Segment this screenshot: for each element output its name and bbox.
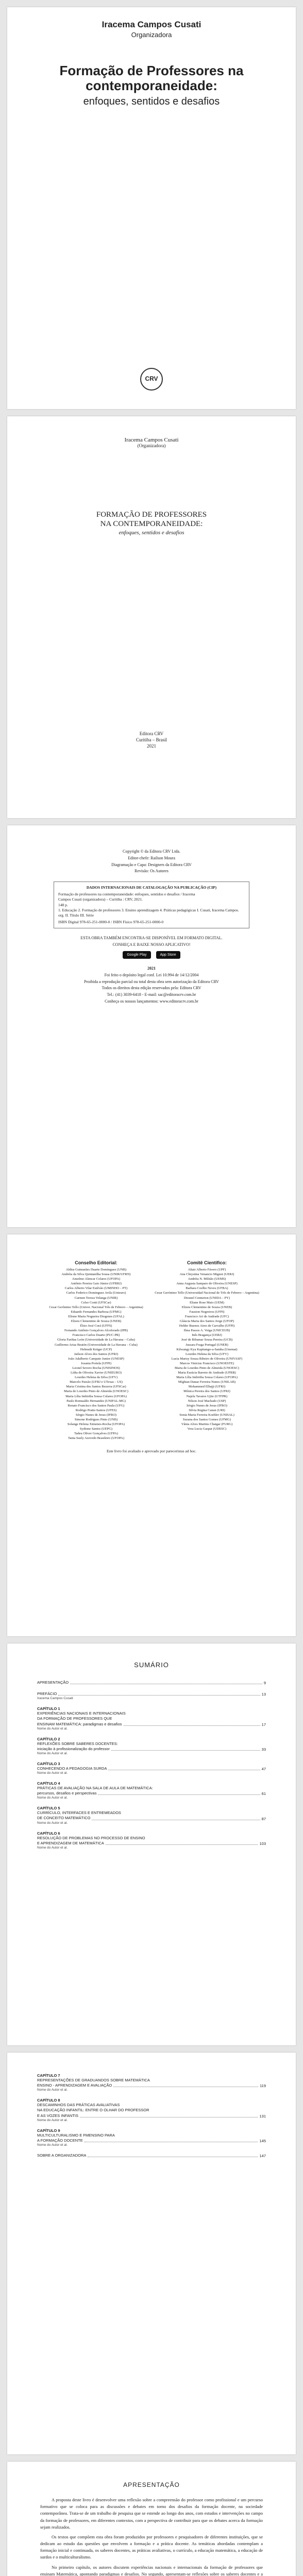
toc-line: E APRENDIZAGEM DE MATEMÁTICA [37,1840,104,1845]
rights-line: Tel.: (41) 3039-6418 - E-mail: sac@editoracrv.com.br [107,992,196,997]
catalog-title: DADOS INTERNACIONAIS DE CATALOGAÇÃO NA PUBLICAÇÃO (CIP) [86,885,217,890]
toc-line: ENSINAM MATEMÁTICA: paradigmas e desafios [37,1721,122,1726]
rights-line: Proibida a reprodução parcial ou total desta obra sem autorização da Editora CRV [84,979,219,984]
toc-line: DESCAMINHOS DAS PRÁTICAS AVALIATIVAS [37,2103,120,2108]
council-member: Míghian Danae Ferreira Nunes (UNILAB) [178,1380,236,1384]
rights-block [7,966,296,1005]
council-member: Elizeu Clementino de Souza (UNEB) [71,1319,122,1324]
app-block [7,936,296,959]
toc-page: 61 [261,1791,266,1797]
table-of-contents-2 [7,2053,296,2158]
toc-entry [37,1806,266,1824]
council-member: Elione Maria Nogueira Diogenes (UFAL) [68,1314,124,1318]
toc-line: percursos, desafios e perspectivas [37,1791,97,1796]
toc-entry [37,1737,266,1755]
council-member: Cesar Gerónimo Tello (Universidad Nacional de Três de Febrero – Argentina) [155,1291,259,1295]
council-member: Helder Buenos Aires de Carvalho (UFPI) [179,1324,235,1328]
toc-row [37,1691,266,1697]
table-of-contents [7,1680,296,1850]
council-page [7,1234,296,1636]
toc-row [37,1791,266,1796]
cover-title: Formação de Professores na contemporaneidade: [59,63,244,93]
review-footnote: Este livro foi avaliado e aprovado por pareceristas ad hoc. [106,1449,197,1454]
council-member: Anna Augusta Sampaio de Oliveira (UNESP) [176,1282,238,1286]
half-title-subtitle: enfoques, sentidos e desafios [119,530,184,536]
toc-chapter: CAPÍTULO 8 [37,2098,60,2103]
council-member: Andréia da Silva Quintanilha Sousa (UNIR/UFRN) [61,1273,131,1277]
toc-line: A FORMAÇÃO DOCENTE [37,2138,83,2143]
editorial-council-title: Conselho Editorial: [75,1260,117,1265]
council-member: Sydione Santos (UEPG) [79,1427,113,1431]
council-member: Francisco Ari de Andrade (UFC) [184,1314,229,1318]
toc-page: 47 [261,1767,266,1771]
toc-authors: Nome do Autor et al. [37,1751,68,1755]
toc-line: SOBRE A ORGANIZADORA [37,2153,87,2158]
presentation-body [7,2497,296,2576]
toc-row [37,2113,266,2119]
toc-row [37,1816,266,1821]
rights-line: Todos os direitos desta edição reservados pela: Editora CRV [102,986,201,991]
half-title-title [7,510,296,529]
council-member: Élsio José Corá (UFFS) [80,1324,112,1328]
council-member: Marcelo Paixão (UFRJ e UTexas – US) [70,1380,123,1384]
council-member: Fauston Negreiros (UFPI) [189,1310,225,1314]
presentation-title: APRESENTAÇÃO [123,2481,180,2488]
council-member: Helmuth Krüger (UCP) [80,1347,112,1351]
council-member: Carlos Federico Dominguez Avila (Unieuro) [66,1291,126,1295]
catalog-box [54,882,249,928]
council-member: Silvia Regina Canan (URI) [189,1408,225,1412]
toc-authors: Nome do Autor et al. [37,1821,68,1825]
council-member: João Adalberto Campato Junior (UNESP) [68,1357,124,1361]
toc-page: 9 [263,1681,266,1686]
council-member: Rodrigo Pratte-Santos (UFES) [75,1408,117,1412]
toc-leader [111,1750,260,1751]
toc-entry [37,2098,266,2122]
toc-chapter: CAPÍTULO 1 [37,1706,60,1711]
toc-entry [37,2073,266,2092]
toc-page: 87 [261,1816,266,1821]
toc-page: 131 [259,2113,266,2119]
paragraph: Os textos que compõem esta obra foram produzidos por professores e pesquisadores de diferentes instituições, que se dedicam ao estudo das questões que envolvem a formação e a prática docente. As temáticas abordadas contemplam a formação inicial e continuada, os saberes docentes, as práticas avaliativas, o currículo, a educação matemática, a educação de surdos e o multiculturalismo. [40,2534,263,2560]
toc-entry [37,2153,266,2158]
council-member: Carlos Alberto Vilar Estêvão (UMINHO – PT) [64,1286,128,1291]
toc-authors: Nome do Autor et al. [37,1845,68,1850]
council-member: Renato Francisco dos Santos Paula (UFG) [68,1403,125,1408]
year: 2021 [147,966,156,971]
cover-page [7,7,296,409]
toc-page: 147 [259,2154,266,2158]
publisher-logo-icon [140,368,163,391]
rights-line: Foi feito o depósito legal conf. Lei 10.994 de 14/12/2004 [104,972,199,977]
council-member: Simone Rodrigues Pinto (UNB) [74,1418,118,1421]
council-member: Lídia de Oliveira Xavier (UNIEURO) [71,1371,122,1375]
google-play-badge[interactable]: Google Play [123,951,150,959]
council-member: Jussara Fraga Portugal (UNEB) [186,1343,228,1347]
toc-page: 145 [259,2138,266,2143]
publisher-logo-text: CRV [145,375,158,382]
toc-line: ENSINO - APRENDIZAGEM E AVALIAÇÃO [37,2083,112,2088]
toc-line: DE CONCEITO MATEMÁTICO [37,1816,91,1821]
council-member: Sonia Maria Ferreira Koehler (UNISAL) [179,1413,234,1417]
toc-page: 119 [260,2083,266,2089]
council-member: Ilma Passos A. Veiga (UNICEUB) [183,1329,230,1333]
cover-subtitle: enfoques, sentidos e desafios [83,96,220,108]
council-columns [7,1242,296,1440]
council-member: Fernando Antônio Gonçalves Alcoforado (IPB) [64,1329,128,1333]
council-member: Carmen Tereza Velanga (UNIR) [74,1296,118,1300]
half-title-author: Iracema Campos Cusati [124,437,179,443]
summary-page-2 [7,2053,296,2454]
council-member: Tania Suely Azevedo Brasileiro (UFOPA) [68,1436,125,1440]
council-member: Marcos Vinicius Francisco (UNOESTE) [179,1361,234,1365]
presentation-page [7,2462,296,2576]
council-member: Gloria Fariñas León (Universidade de La Havana – Cuba) [57,1338,135,1342]
council-member: Kilwangy Kya Kapitango-a-Samba (Unemat) [176,1347,238,1351]
council-member: Vera Lucia Gaspar (UDESC) [187,1427,227,1431]
council-member: Lourdes Helena da Silva (UFV) [74,1376,118,1380]
council-member: Maria Lília Imbiriba Sousa Colares (UFOPA) [65,1394,127,1398]
council-member: Maria Eurácia Barreto de Andrade (UFRB) [178,1371,236,1375]
toc-entry [37,1706,266,1730]
toc-line: RESOLUÇÃO DE PROBLEMAS NO PROCESSO DE ENSINO [37,1835,145,1840]
toc-row [37,1747,266,1752]
editorial-council [43,1260,149,1440]
half-title-page [7,416,296,818]
toc-authors: Iracema Campos Cusati [37,1697,73,1701]
toc-chapter: CAPÍTULO 9 [37,2128,60,2133]
council-member: Vânia Alves Martins Chaigar (FURG) [181,1422,233,1427]
council-member: Cesar Gerônimo Tello (Univer. Nacional Três de Febrero – Argentina) [49,1305,143,1309]
toc-authors: Nome do Autor et al. [37,2118,68,2122]
copyright-line: Diagramação e Capa: Designers da Editora CRV [111,862,192,867]
toc-row [37,2083,266,2088]
council-member: Najela Tavares Ujiie (UTFPR) [186,1394,228,1398]
toc-line: REPRESENTAÇÕES DE GRADUANDOS SOBRE MATEMÁTICA [37,2078,150,2082]
toc-line: NA EDUCAÇÃO INFANTIL: ENTRE O OLHAR DO PROFESSOR [37,2108,149,2113]
copyright-block [7,825,296,874]
council-member: Lucia Marisy Souza Ribeiro de Oliveira (UNIVASF) [171,1357,243,1361]
council-member: Josania Portela (UFPI) [80,1361,112,1365]
council-member: Suzana dos Santos Gomes (UFMG) [182,1418,231,1421]
app-line: ESTA OBRA TAMBÉM ENCONTRA-SE DISPONÍVEL EM FORMATO DIGITAL. [80,936,223,941]
toc-entry [37,1761,266,1775]
council-member: Eliane Rose Maio (UEM) [190,1300,224,1304]
council-member: Elizeu Clementino de Souza (UNEB) [181,1305,232,1309]
council-member: Mônica Pereira dos Santos (UFRJ) [183,1389,230,1394]
council-member: Gláucia Maria dos Santos Jorge (UFOP) [179,1319,234,1324]
toc-leader [98,1794,260,1795]
pub-line: 2021 [147,743,156,749]
council-member: Guillermo Arias Beatón (Universidade de La Havana – Cuba) [55,1343,138,1347]
council-member: Inês Bragança (UERJ) [192,1333,222,1337]
toc-entry [37,2128,266,2147]
toc-row [37,1722,266,1727]
toc-row [37,1766,266,1771]
council-member: Maria de Lourdes Pinto de Almeida (UNOESC) [64,1389,128,1394]
council-member: Antônio Pereira Gaio Júnior (UFRRJ) [71,1282,122,1286]
toc-line: MULTICULTURALISMO E FMENSINO PARA [37,2132,115,2138]
toc-row [37,1841,266,1846]
council-member: Leonel Severo Rocha (UNISINOS) [72,1366,120,1370]
toc-page: 103 [259,1841,266,1846]
summary-title: SUMÁRIO [134,1661,169,1669]
council-member: Eduardo Fernandes Barbosa (UFMG) [71,1310,122,1314]
toc-leader [106,1844,258,1845]
council-member: Sérgio Nunes de Jesus (IFRO) [76,1413,116,1417]
scientific-committee-title: Comitê Científico: [187,1260,227,1265]
legal-page [7,825,296,1227]
council-member: Nilson José Machado (USP) [188,1399,226,1403]
toc-line: APRESENTAÇÃO [37,1680,69,1685]
toc-entry [37,1831,266,1850]
toc-chapter: CAPÍTULO 7 [37,2073,60,2078]
copyright-line: Copyright © da Editora CRV Ltda. [123,849,180,854]
council-member: Mohammed Elhajji (UFRJ) [188,1385,226,1389]
app-line-2: CONHEÇA E BAIXE NOSSO APLICATIVO! [112,942,191,947]
council-member: Ana Chrystina Venancio Mignot (UERJ) [179,1273,234,1277]
toc-row [37,2153,266,2158]
council-member: Altair Alberto Fávero (UPF) [188,1268,226,1272]
toc-line: CURRÍCULO, INTERFACES E ENTREMEADOS [37,1810,121,1816]
toc-line: PRÁTICAS DE AVALIAÇÃO NA SALA DE AULA DE MATEMÁTICA: [37,1786,153,1790]
toc-leader [124,1725,260,1726]
council-member: Solange Helena Ximenes-Rocha (UFOPA) [67,1422,125,1427]
council-member: Andréia N. Militão (UEMS) [188,1277,226,1281]
toc-line: DA FORMAÇÃO DE PROFESSORES QUE [37,1716,112,1721]
council-member: Paulo Romualdo Hernandes (UNIFAL-MG) [66,1399,126,1403]
toc-line: CONHECENDO A PEDAGOGIA SURDA [37,1766,107,1771]
half-title-publisher [7,731,296,749]
rights-line: Conheça os nossos lançamentos: www.editoracrv.com.br [105,999,198,1004]
half-title-line-2: NA CONTEMPORANEIDADE: [100,520,203,528]
council-member: Celso Conti (UFSCar) [81,1300,111,1304]
council-member: Anselmo Alencar Colares (UFOPA) [72,1277,121,1281]
council-member: Maria Cristina dos Santos Bezerra (UFSCar) [66,1385,126,1389]
toc-leader [58,1695,260,1696]
toc-line: PREFÁCIO [37,1691,57,1697]
cover-author: Iracema Campos Cusati [102,20,201,29]
toc-chapter: CAPÍTULO 5 [37,1806,60,1811]
toc-authors: Nome do Autor et al. [37,2088,68,2092]
toc-authors: Nome do Autor et al. [37,1726,68,1731]
toc-chapter: CAPÍTULO 2 [37,1736,60,1741]
toc-page: 17 [261,1722,266,1727]
council-member: Aldira Guimarães Duarte Domínguez (UNB) [65,1268,127,1272]
council-member: Lourdes Helena da Silva (UFV) [185,1352,229,1356]
toc-entry [37,1680,266,1685]
toc-entry [37,1691,266,1700]
council-member: Maria de Lourdes Pinto de Almeida (UNOESC) [175,1366,239,1370]
toc-line: iniciação à profissionalização do professor [37,1746,110,1751]
catalog-line: 148 p. [58,902,68,907]
council-member: Jailson Alves dos Santos (UFRJ) [74,1352,119,1356]
half-title-line-1: FORMAÇÃO DE PROFESSORES [96,511,207,519]
pub-line: Curitiba – Brasil [136,737,167,743]
paragraph: A proposta deste livro é desenvolver uma reflexão sobre a compreensão do professor como profissional e um percurso formativo que se coloca para as discussões e debates em torno dos desafios da formação docente, na sociedade contemporânea. Trata-se de um trabalho de pesquisa que se estende ao longo dos anos, com estudos e intervenções no campo da formação de professores, em diferentes contextos, com a perspectiva de contribuir para que os debates acerca da formação sejam realizados. [40,2497,263,2530]
toc-line: REFLEXÕES SOBRE SABERES DOCENTES: [37,1741,118,1746]
council-member: José de Ribamar Sousa Pereira (UCB) [181,1338,233,1342]
catalog-line: 1. Educação 2. Formação de professores 3. Ensino aprendizagem 4. Práticas pedagógicas I. Cusati, Iracema Campos. org. II. Título III. Série [58,907,239,918]
copyright-line: Revisão: Os Autores [134,869,169,874]
isbn: ISBN Digital 978-65-251-0000-0 / ISBN Físico 978-65-251-0000-0 [58,919,164,924]
scientific-committee [154,1260,260,1440]
copyright-line: Editor-chefe: Railson Moura [128,855,175,860]
council-member: Barbara Coelho Neves (UFBA) [186,1286,228,1291]
toc-page: 33 [261,1747,266,1752]
council-member: Maria Lília Imbiriba Sousa Colares (UFOPA) [176,1376,238,1380]
council-member: Francisco Carlos Duarte (PUC-PR) [72,1333,120,1337]
toc-row [37,1680,266,1685]
toc-chapter: CAPÍTULO 4 [37,1781,60,1786]
council-member: Diosnel Centurion (UNIDA – PY) [183,1296,230,1300]
app-badges [7,951,296,959]
toc-authors: Nome do Autor et al. [37,1771,68,1775]
paragraph: No primeiro capítulo, os autores discutem experiências nacionais e internacionais da formação de professores que ensinam Matemática, apontando paradigmas e desafios. No segundo, apresentam-se reflexões sobre os saberes docentes e a [40,2564,263,2576]
toc-chapter: CAPÍTULO 3 [37,1761,60,1766]
toc-authors: Nome do Autor et al. [37,1796,68,1800]
toc-line: EXPERIÊNCIAS NACIONAIS E INTERNACIONAIS [37,1711,126,1716]
app-store-badge[interactable]: App Store [156,951,180,959]
council-member: Tadeu Oliver Gonçalves (UFPA) [74,1432,119,1436]
cover-role: Organizadora [131,31,172,39]
catalog-line: Campos Cusati (organizadora) – Curitiba : CRV, 2021. [58,897,143,902]
toc-entry [37,1781,266,1800]
toc-page: 13 [261,1692,266,1697]
summary-page [7,1643,296,2045]
pub-line: Editora CRV [139,731,164,736]
council-member: Sérgio Nunes de Jesus (IFRO) [187,1403,227,1408]
toc-line: E AS VOZES INFANTIS [37,2113,79,2118]
toc-row [37,2138,266,2143]
catalog-line: Formação de professores na contemporaneidade: enfoques, sentidos e desafios / Iracema [58,892,195,897]
toc-authors: Nome do Autor et al. [37,2143,68,2147]
half-title-role: (Organizadora) [137,443,166,448]
toc-chapter: CAPÍTULO 6 [37,1831,60,1836]
